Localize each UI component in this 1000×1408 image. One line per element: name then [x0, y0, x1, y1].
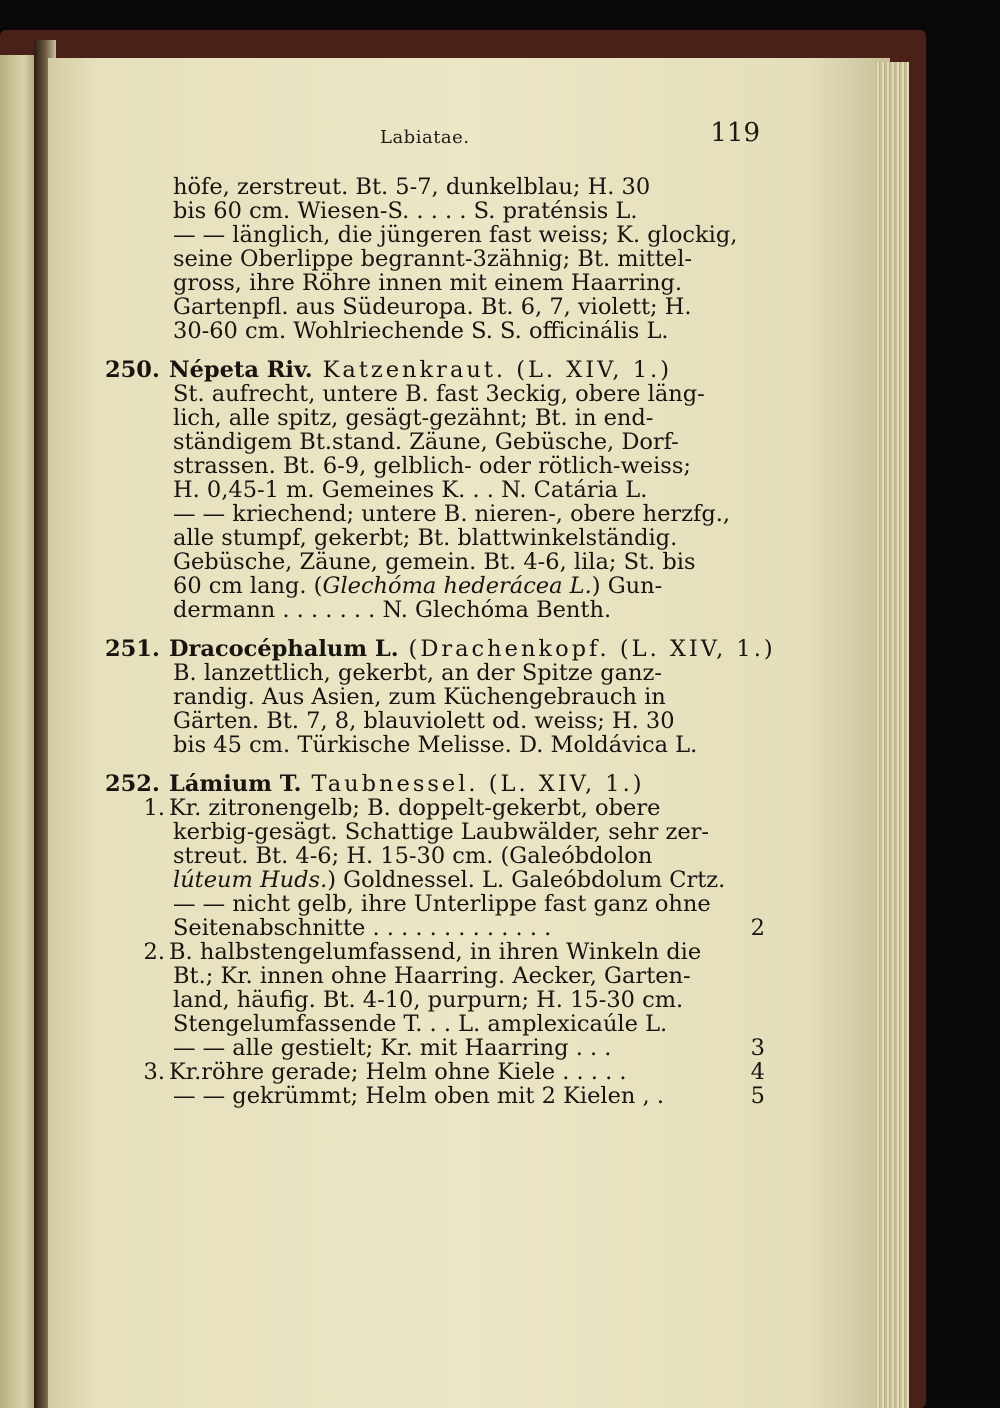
page-header	[380, 118, 760, 158]
text-line: dermann . . . . . . . N. Glechóma Benth.	[173, 597, 612, 623]
text-line: gross, ihre Röhre innen mit einem Haarring.	[173, 270, 683, 296]
text-line: Bt.; Kr. innen ohne Haarring. Aecker, Garten-	[173, 963, 691, 989]
text-segment: — — alle gestielt; Kr. mit Haarring . . .	[173, 1036, 612, 1060]
key-line	[105, 940, 765, 964]
entry-number: 251.	[105, 636, 160, 662]
text-segment: ) Gun-	[591, 573, 663, 599]
text-segment: 60 cm lang. (	[173, 573, 323, 599]
text-segment: Seitenabschnitte . . . . . . . . . . . . .	[173, 916, 552, 940]
text-line: — — nicht gelb, ihre Unterlippe fast ganz ohne	[173, 891, 711, 917]
entry-heading-250	[105, 358, 765, 382]
key-reference: 3	[750, 1035, 765, 1061]
running-title: Labiatae.	[380, 127, 470, 148]
text-line: 30-60 cm. Wohlriechende S. S. officinális L.	[173, 318, 669, 344]
text-line: bis 60 cm. Wiesen-S. . . . . S. praténsis L.	[173, 198, 638, 224]
key-reference: 4	[750, 1059, 765, 1085]
text-segment: — — gekrümmt; Helm oben mit 2 Kielen , .	[173, 1084, 665, 1108]
entry-number: 250.	[105, 357, 160, 383]
key-line	[105, 796, 765, 820]
common-name: (Drachenkopf. (L. XIV, 1.)	[408, 636, 776, 662]
text-line: seine Oberlippe begrannt-3zähnig; Bt. mittel-	[173, 246, 693, 272]
text-line: kerbig-gesägt. Schattige Laubwälder, sehr zer-	[173, 819, 710, 845]
key-reference: 2	[750, 915, 765, 941]
entry-heading-251	[105, 636, 776, 662]
genus-name: Lámium T.	[169, 771, 302, 797]
text-line: streut. Bt. 4-6; H. 15-30 cm. (Galeóbdolon	[173, 843, 653, 869]
common-name: Katzenkraut. (L. XIV, 1.)	[322, 357, 672, 383]
entry-heading-252	[105, 772, 765, 796]
key-reference: 5	[750, 1083, 765, 1109]
key-line	[105, 916, 765, 940]
text-line: St. aufrecht, untere B. fast 3eckig, obere läng-	[173, 381, 705, 407]
text-line: randig. Aus Asien, zum Küchengebrauch in	[173, 684, 666, 710]
entry-number: 252.	[105, 771, 160, 797]
text-line: Gebüsche, Zäune, gemein. Bt. 4-6, lila; St. bis	[173, 549, 696, 575]
text-line	[105, 868, 765, 892]
text-line: ständigem Bt.stand. Zäune, Gebüsche, Dorf-	[173, 429, 679, 455]
text-line: — — kriechend; untere B. nieren-, obere herzfg.,	[173, 501, 731, 527]
genus-name: Dracocéphalum L.	[169, 636, 399, 662]
key-number: 3.	[143, 1059, 165, 1085]
page-edges	[875, 62, 909, 1408]
text-line: lich, alle spitz, gesägt-gezähnt; Bt. in end-	[173, 405, 654, 431]
key-number: 1.	[143, 795, 165, 821]
key-number: 2.	[143, 939, 165, 965]
text-line: — — länglich, die jüngeren fast weiss; K. glockig,	[173, 222, 738, 248]
text-line: Gärten. Bt. 7, 8, blauviolett od. weiss; H. 30	[173, 708, 675, 734]
text-line: strassen. Bt. 6-9, gelblich- oder rötlich-weiss;	[173, 453, 691, 479]
text-line: land, häufig. Bt. 4-10, purpurn; H. 15-30 cm.	[173, 987, 684, 1013]
text-segment: ) Goldnessel. L. Galeóbdolum Crtz.	[327, 867, 726, 893]
text-line: B. lanzettlich, gekerbt, an der Spitze ganz-	[173, 660, 662, 686]
text-line: bis 45 cm. Türkische Melisse. D. Moldávica L.	[173, 732, 698, 758]
text-line: Gartenpfl. aus Südeuropa. Bt. 6, 7, violett; H.	[173, 294, 692, 320]
key-line	[105, 1060, 765, 1084]
key-line	[105, 1036, 765, 1060]
common-name: Taubnessel. (L. XIV, 1.)	[311, 771, 645, 797]
text-segment: B. halbstengelumfassend, in ihren Winkeln die	[169, 939, 702, 965]
text-segment: Kr.röhre gerade; Helm ohne Kiele . . . . .	[169, 1060, 627, 1084]
text-segment: Kr. zitronengelb; B. doppelt-gekerbt, obere	[169, 795, 661, 821]
italic-synonym: lúteum Huds.	[173, 867, 328, 893]
page-text	[105, 174, 776, 1109]
text-line: höfe, zerstreut. Bt. 5-7, dunkelblau; H. 30	[173, 174, 651, 200]
text-line: alle stumpf, gekerbt; Bt. blattwinkelständig.	[173, 525, 678, 551]
key-line	[105, 1084, 765, 1108]
text-line: H. 0,45-1 m. Gemeines K. . . N. Catária L.	[173, 477, 648, 503]
genus-name: Népeta Riv.	[169, 357, 313, 383]
italic-synonym: Glechóma hederácea L.	[322, 573, 592, 599]
text-line: Stengelumfassende T. . . L. amplexicaúle L.	[173, 1011, 668, 1037]
page-number: 119	[710, 118, 760, 148]
text-line	[105, 574, 765, 598]
